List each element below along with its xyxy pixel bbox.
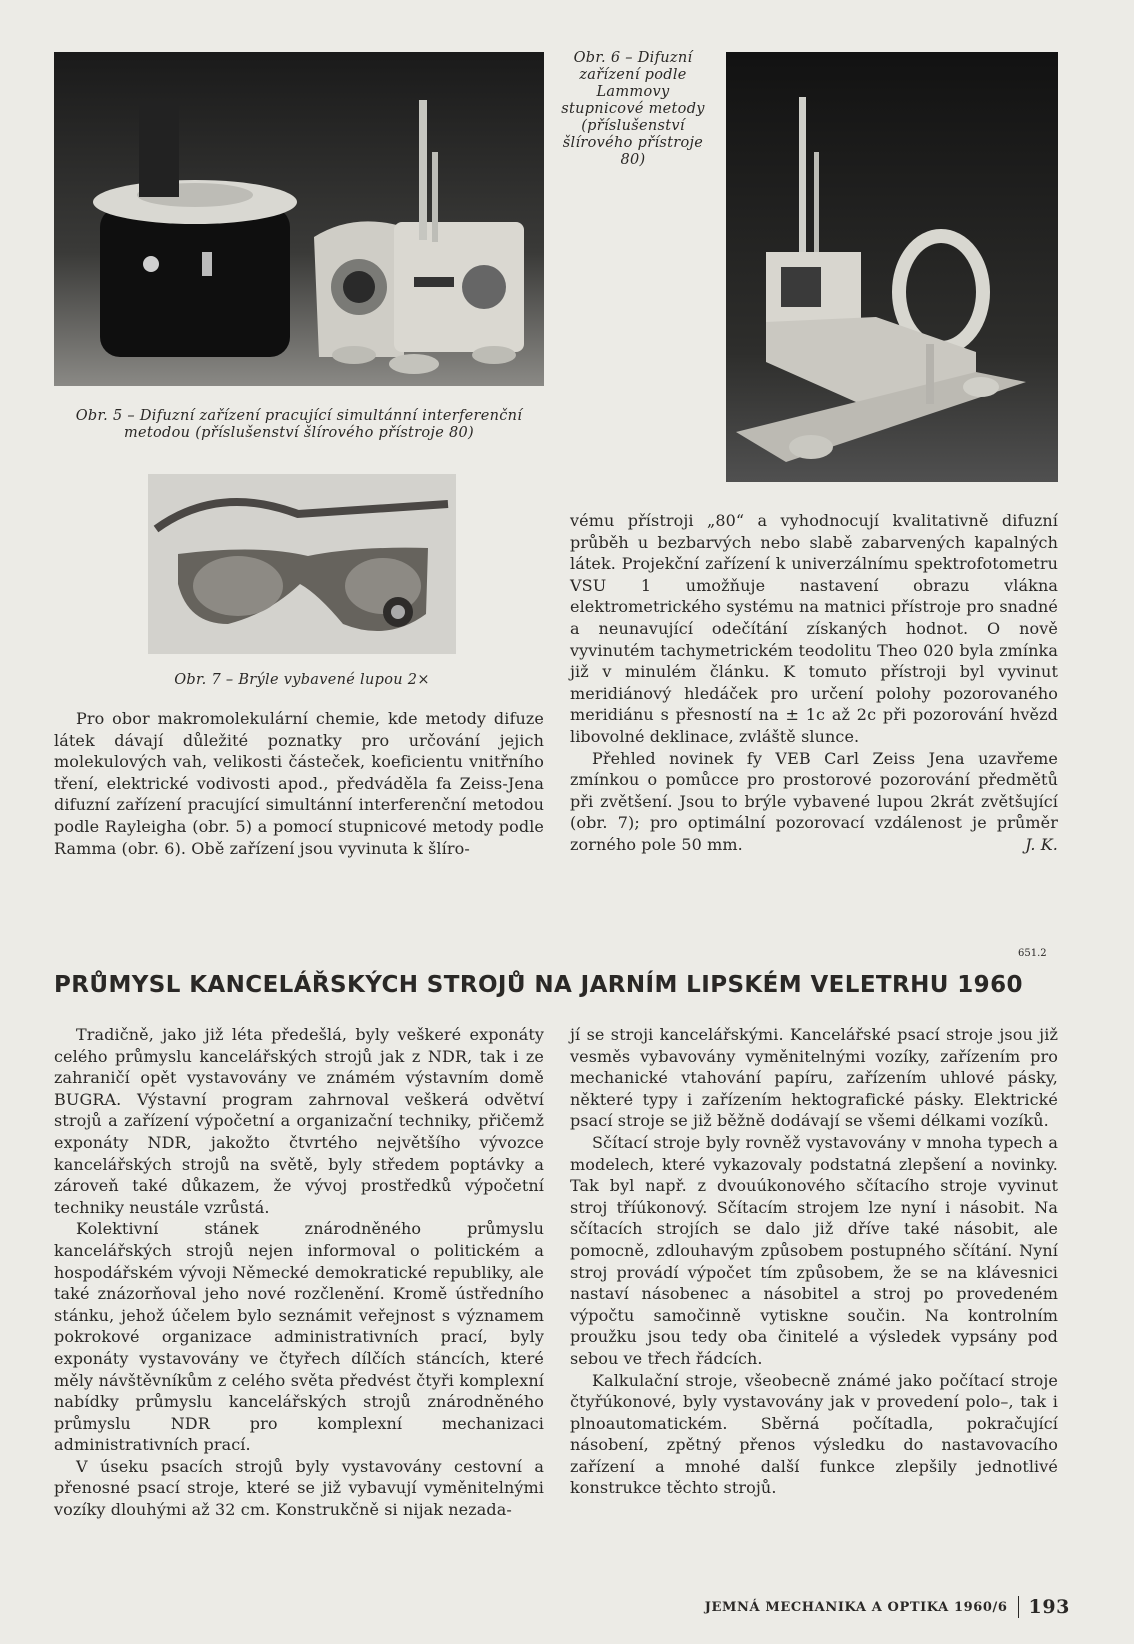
article2-right-paragraph-3: Kalkulační stroje, všeobecně známé jako počítací stroje čtyřúkonové, byly vystavovány jak v provedení polo–, tak i plnoautomatickém. Sběrná počítadla, pokračující násobení, zpětný přenos výsledku do nastavovacího zařízení a mnohé další funkce zlepšily jednotlivé konstrukce těchto strojů. — [570, 1370, 1058, 1498]
article1-right-paragraph-2-text: Přehled novinek fy VEB Carl Zeiss Jena uzavřeme zmínkou o pomůcce pro prostorové pozorování předmětů při zvětšení. Jsou to brýle vybavené lupou 2krát zvětšující (obr. 7); pro optimální pozorovací vzdálenost je průměr zorného pole 50 mm. — [570, 748, 1058, 854]
footer-divider — [1018, 1596, 1019, 1618]
article2-left-paragraph-3: V úseku psacích strojů byly vystavovány cestovní a přenosné psací stroje, které se již vybavují vyměnitelnými vozíky dlouhými až 32 cm. Konstrukčně si nijak nezada- — [54, 1456, 544, 1520]
article2-left-paragraph-2: Kolektivní stánek znárodněného průmyslu kancelářských strojů nejen informoval o politickém a hospodářském vývoji Německé demokratické republiky, ale také znázorňoval jeho nové rozčlenění. Kromě ústředního stánku, jehož účelem bylo seznámit veřejnost s významem pokrokové organizace administrativních prací, byly exponáty vystavovány ve čtyřech dílčích stáncích, které měly návštěvníkům z celého světa předvést čtyři komplexní nabídky průmyslu kancelářských strojů znárodněného průmyslu NDR pro komplexní mechanizaci administrativních prací. — [54, 1219, 544, 1455]
page-number: 193 — [1028, 1596, 1070, 1618]
author-signature: J. K. — [1025, 834, 1058, 854]
article2-left-paragraph-1: Tradičně, jako již léta předešlá, byly veškeré exponáty celého průmyslu kancelářských strojů jak z NDR, tak i ze zahraničí opět vystavovány ve známém výstavním domě BUGRA. Výstavní program zahrnoval veškerá odvětví strojů a zařízení výpočetní a organizační techniky, přičemž exponáty NDR, jakožto čtvrtého největšího vývozce kancelářských strojů na světě, byly středem poptávky a zároveň také důkazem, že vývoj prostředků výpočetní techniky neustále vzrůstá. — [54, 1025, 544, 1217]
article1-right-column — [570, 510, 1058, 856]
figure-6-photo — [726, 52, 1058, 482]
figure-5-photo — [54, 52, 544, 386]
article2-right-paragraph-2: Sčítací stroje byly rovněž vystavovány v mnoha typech a modelech, které vykazovaly podstatná zlepšení a novinky. Tak byl např. z dvouúkonového sčítacího stroje vyvinut stroj tříúkonový. Sčítacím strojem lze nyní i násobit. Na sčítacích strojích se dalo již dříve také násobit, ale pomocně, zdlouhavým způsobem postupného sčítání. Nyní stroj provádí výpočet tím způsobem, že se na klávesnici nastaví násobenec a násobitel a stroj po provedeném výpočtu samočinně vytiskne součin. Na kontrolním proužku jsou tedy oba činitelé a výsledek vypsány pod sebou ve třech řádcích. — [570, 1132, 1058, 1368]
article2-title: PRŮMYSL KANCELÁŘSKÝCH STROJŮ NA JARNÍM LIPSKÉM VELETRHU 1960 — [54, 972, 1023, 998]
figure-6-caption: Obr. 6 – Difuzní zařízení podle Lammovy stupnicové metody (příslušenství šlírového přístroje 80) — [561, 50, 705, 168]
article1-right-paragraph-1: vému přístroji „80“ a vyhodnocují kvalitativně difuzní průběh u bezbarvých nebo slabě zabarvených kapalných látek. Projekční zařízení k univerzálnímu spektrofotometru VSU 1 umožňuje nastavení obrazu vlákna elektrometrického systému na matnici přístroje pro snadné a neunavující odečítání získaných hodnot. O nově vyvinutém tachymetrickém teodolitu Theo 020 byla zmínka již v minulém článku. K tomuto přístroji byl vyvinut meridiánový hledáček pro určení polohy pozorovaného meridiánu s přesností na ± 1c až 2c při pozorování hvězd libovolné deklinace, zvláště slunce. — [570, 511, 1058, 746]
article1-left-paragraph: Pro obor makromolekulární chemie, kde metody difuze látek dávají důležité poznatky pro určování jejich molekulových vah, velikosti částeček, koeficientu vnitřního tření, elektrické vodivosti apod., předváděla fa Zeiss-Jena difuzní zařízení pracující simultánní interferenční metodou podle Rayleigha (obr. 5) a pomocí stupnicové metody podle Ramma (obr. 6). Obě zařízení jsou vyvinuta k šlíro- — [54, 709, 544, 858]
article1-right-paragraph-2 — [570, 748, 1058, 856]
article2-right-column — [570, 1024, 1058, 1499]
figure-7-photo — [148, 474, 456, 654]
figure-5-caption: Obr. 5 – Difuzní zařízení pracující simultánní interferenční metodou (příslušenství šlírového přístroje 80) — [75, 408, 523, 441]
journal-name: JEMNÁ MECHANIKA A OPTIKA 1960/6 — [704, 1599, 1008, 1615]
classification-code: 651.2 — [1018, 948, 1047, 959]
article1-left-column — [54, 708, 544, 859]
stepped-scale-apparatus-image — [726, 52, 1058, 482]
diffusion-apparatus-image — [54, 52, 544, 386]
figure-7-caption: Obr. 7 – Brýle vybavené lupou 2× — [174, 672, 430, 688]
article2-right-paragraph-1: jí se stroji kancelářskými. Kancelářské psací stroje jsou již vesměs vybavovány vyměnitelnými vozíky, zařízením pro mechanické vtahování papíru, zařízením uhlové pásky, některé typy i zařízením hektografické pásky. Elektrické psací stroje se již běžně dodávají se všemi délkami vozíků. — [570, 1025, 1058, 1131]
magnifier-glasses-image — [148, 474, 456, 654]
page-footer — [705, 1596, 1070, 1618]
article2-left-column — [54, 1024, 544, 1521]
